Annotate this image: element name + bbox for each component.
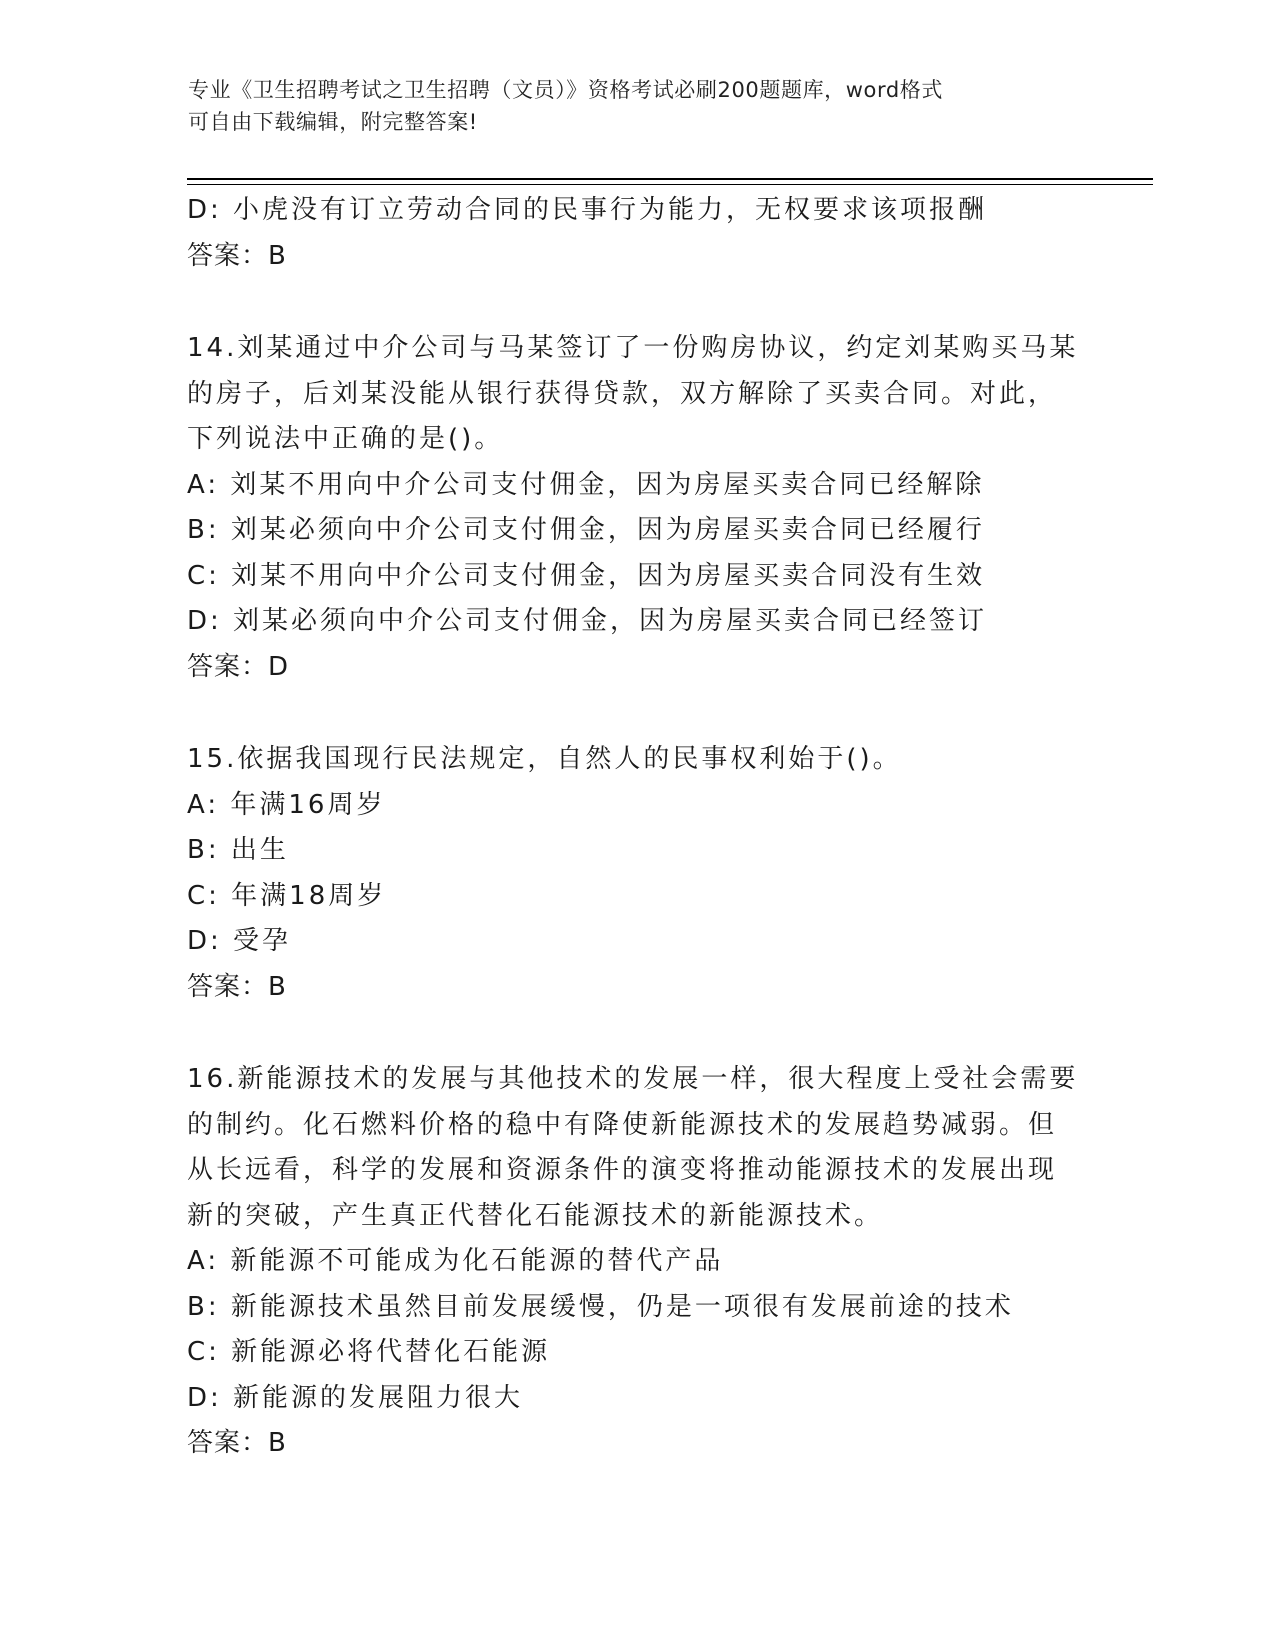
q14-stem-line-3: 下列说法中正确的是()。 xyxy=(187,424,504,454)
document-body xyxy=(187,188,1087,1467)
q16-stem-line-4: 新的突破，产生真正代替化石能源技术的新能源技术。 xyxy=(187,1200,884,1231)
question-15 xyxy=(187,737,1087,1010)
prev-answer: 答案：B xyxy=(187,240,287,271)
q16-option-d: D: 新能源的发展阻力很大 xyxy=(187,1382,524,1413)
spacer xyxy=(187,279,1087,326)
q15-option-c: C: 年满18周岁 xyxy=(187,880,387,911)
q14-option-c: C: 刘某不用向中介公司支付佣金，因为房屋买卖合同没有生效 xyxy=(187,560,986,591)
document-header xyxy=(188,74,1088,138)
header-rule-thick xyxy=(187,178,1153,180)
q15-option-a: A: 年满16周岁 xyxy=(187,789,386,820)
q14-option-b: B: 刘某必须向中介公司支付佣金，因为房屋买卖合同已经履行 xyxy=(187,515,985,545)
q16-option-c: C: 新能源必将代替化石能源 xyxy=(187,1337,551,1367)
q15-answer: 答案：B xyxy=(187,971,287,1002)
q15-option-b: B: 出生 xyxy=(187,835,289,865)
header-line-2: 可自由下载编辑，附完整答案! xyxy=(188,110,478,134)
header-rule-thin xyxy=(187,184,1153,185)
q16-option-a: A: 新能源不可能成为化石能源的替代产品 xyxy=(187,1246,724,1276)
spacer xyxy=(187,1010,1087,1057)
spacer xyxy=(187,690,1087,737)
q14-answer: 答案：D xyxy=(187,651,290,682)
q14-stem-line-2: 的房子，后刘某没能从银行获得贷款，双方解除了买卖合同。对此， xyxy=(187,378,1058,409)
header-line-1: 专业《卫生招聘考试之卫生招聘（文员）》资格考试必刷200题题库，word格式 xyxy=(188,78,943,102)
q14-option-a: A: 刘某不用向中介公司支付佣金，因为房屋买卖合同已经解除 xyxy=(187,469,985,500)
question-16 xyxy=(187,1057,1087,1467)
q15-option-d: D: 受孕 xyxy=(187,926,292,956)
q16-stem-line-3: 从长远看，科学的发展和资源条件的演变将推动能源技术的发展出现 xyxy=(187,1155,1058,1185)
q14-option-d: D: 刘某必须向中介公司支付佣金，因为房屋买卖合同已经签订 xyxy=(187,606,988,636)
q16-stem-line-1: 16.新能源技术的发展与其他技术的发展一样，很大程度上受社会需要 xyxy=(187,1064,1079,1094)
q16-option-b: B: 新能源技术虽然目前发展缓慢，仍是一项很有发展前途的技术 xyxy=(187,1291,1014,1322)
prev-option-d: D: 小虎没有订立劳动合同的民事行为能力，无权要求该项报酬 xyxy=(187,195,988,225)
q16-answer: 答案：B xyxy=(187,1428,287,1458)
question-14 xyxy=(187,326,1087,690)
q14-stem-line-1: 14.刘某通过中介公司与马某签订了一份购房协议，约定刘某购买马某 xyxy=(187,333,1079,363)
q15-stem-line-1: 15.依据我国现行民法规定，自然人的民事权利始于()。 xyxy=(187,744,902,774)
q16-stem-line-2: 的制约。化石燃料价格的稳中有降使新能源技术的发展趋势减弱。但 xyxy=(187,1109,1058,1140)
